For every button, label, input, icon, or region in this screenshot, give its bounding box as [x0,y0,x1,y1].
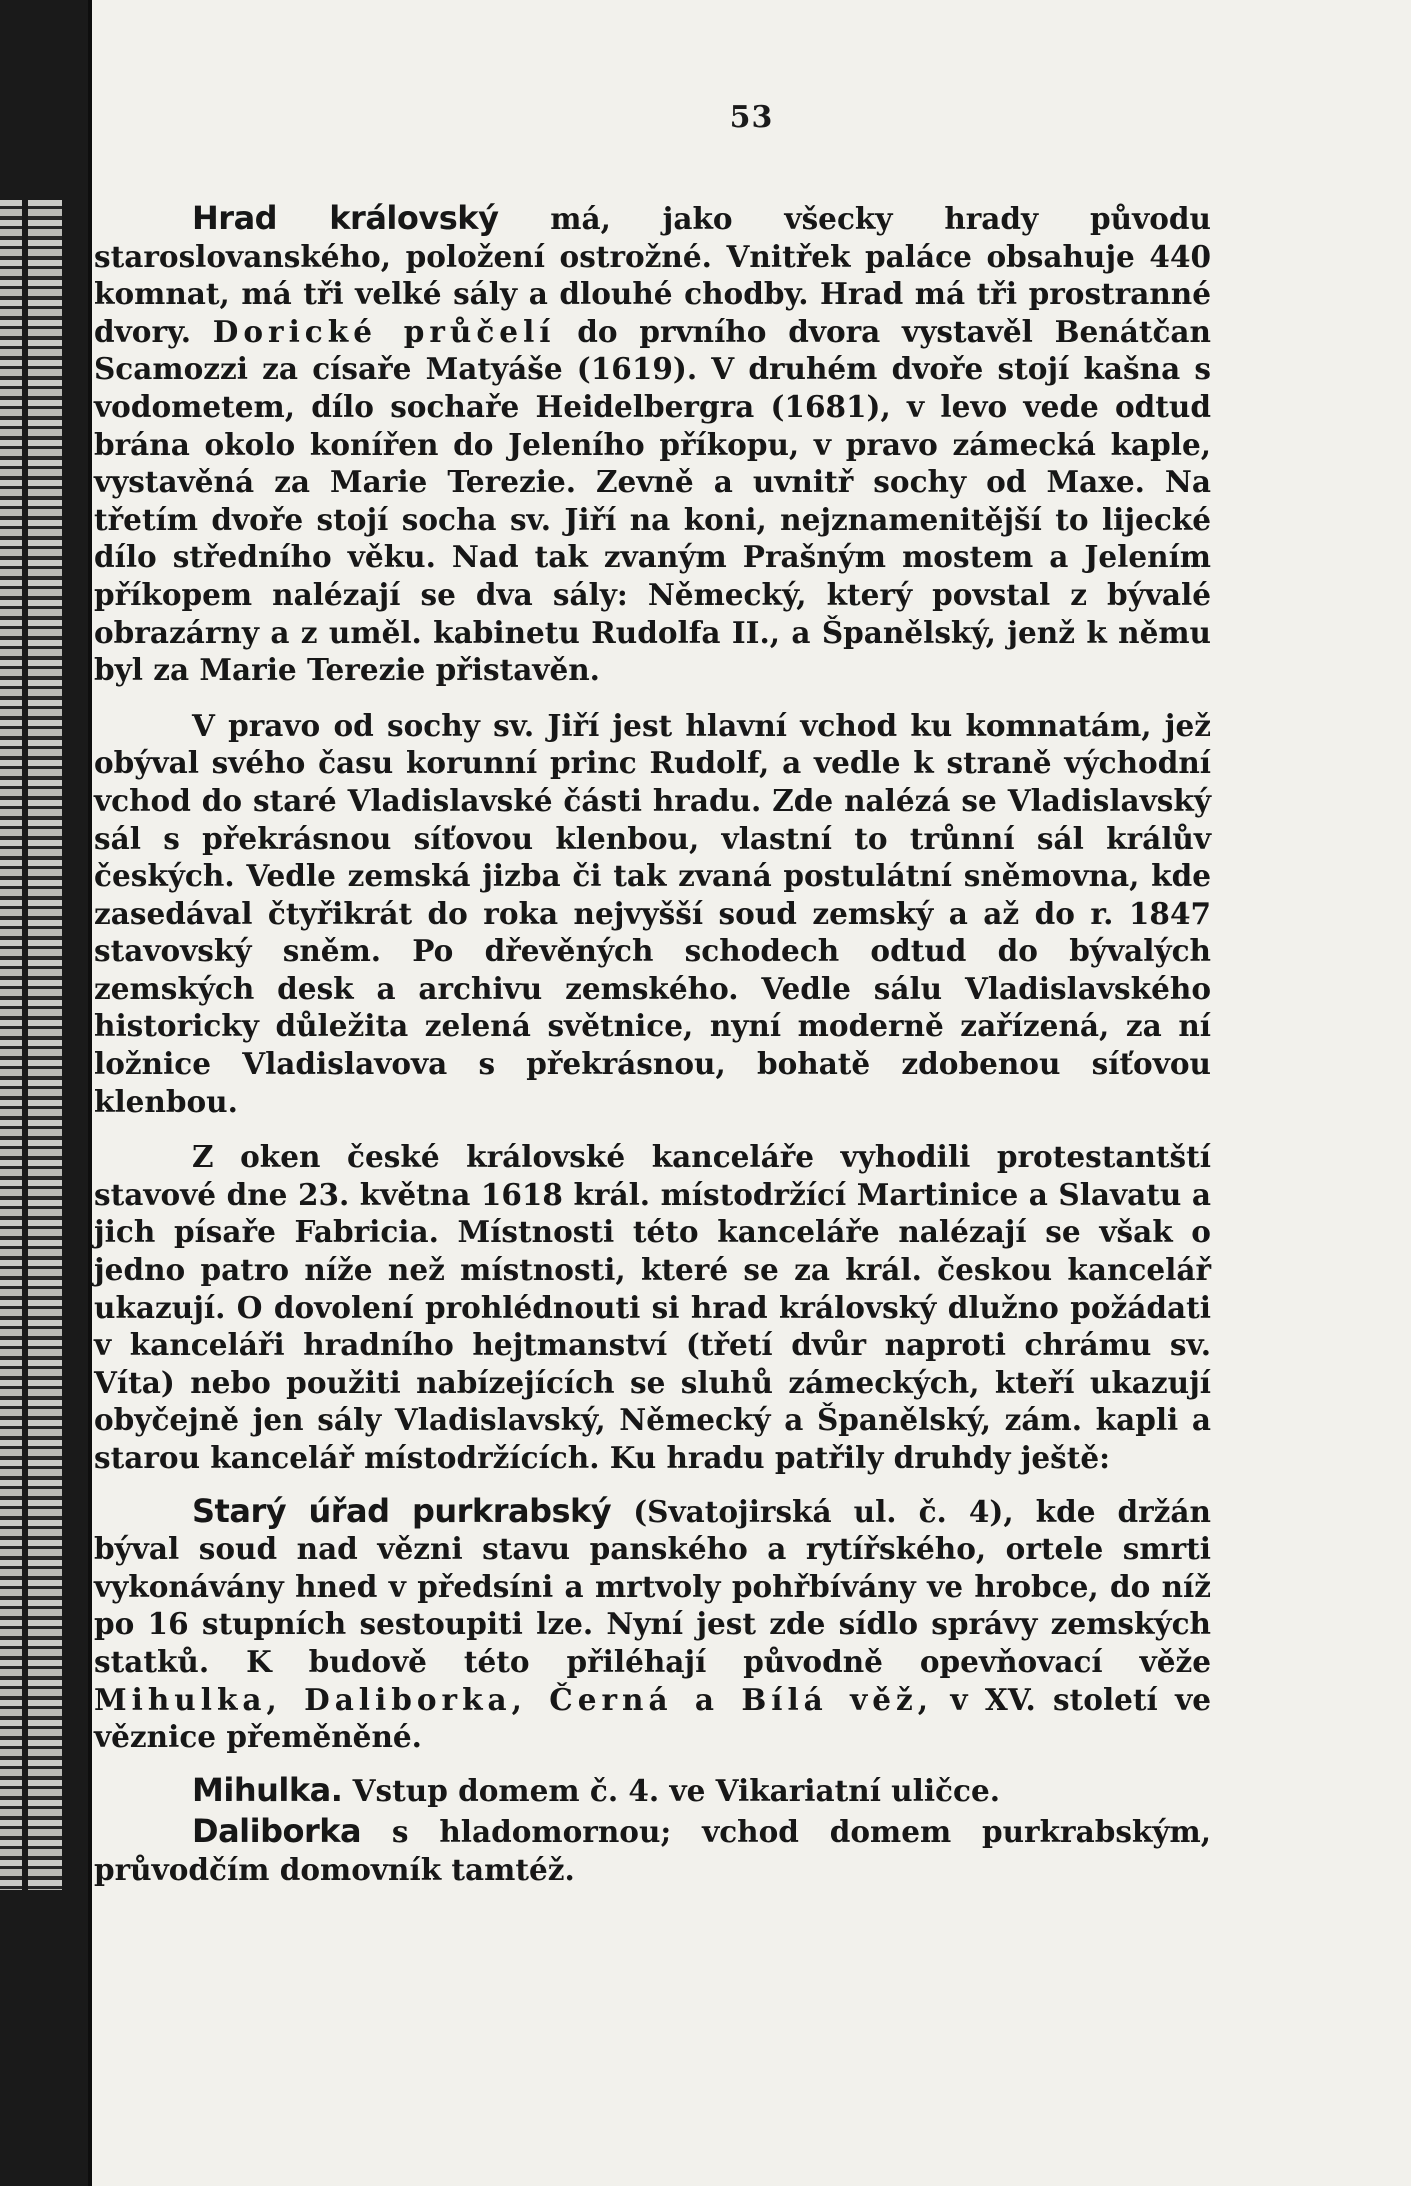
paragraph-hlavni-vchod [94,707,1211,1121]
book-spine [0,0,88,2186]
paragraph-text: Vstup domem č. 4. ve Vikariatní uličce. [342,1772,1001,1808]
paragraph-text: v XV. století ve věznice přeměněné. [94,1681,1211,1755]
book-page [92,0,1411,2186]
section-heading: Starý úřad purkrabský [192,1491,612,1530]
paragraph-text: do prvního dvora vystavěl Benátčan Scamozzi za císaře Matyáše (1619). V druhém dvoře stojí kašna s vodometem, dílo sochaře Heidelbergra (1681), v levo vede odtud brána okolo konířen do Jeleního příkopu, v pravo zámecká kaple, vystavěná za Marie Terezie. Zevně a uvnitř sochy od Maxe. Na třetím dvoře stojí socha sv. Jiří na koni, nejznamenitější to lijecké dílo středního věku. Nad tak zvaným Prašným mostem a Jelením příkopem nalézají se dva sály: Německý, který povstal z bývalé obrazárny a z uměl. kabinetu Rudolfa II., a Španělský, jenž k němu byl za Marie Terezie přistavěn. [94,313,1211,688]
paragraph-hrad-kralovsky [94,200,1211,689]
paragraph-text: s hladomornou; vchod domem purkrabským, průvodčím domovník tamtéž. [94,1814,1211,1887]
section-heading: Mihulka. [192,1770,343,1809]
page-number: 53 [729,100,774,135]
paragraph-text: má, jako všecky hrady původu staroslovanského, položení ostrožné. Vnitřek paláce obsahuje 440 komnat, má tři velké sály a dlouhé chodby. Hrad má tři prostranné dvory. [94,201,1211,349]
page-body [94,200,1211,1889]
spaced-text: Mihulka, Daliborka, Černá a Bílá věž, [94,1681,934,1717]
paragraph-urad-purkrabsky [94,1493,1211,1756]
paragraph-text: (Svatojirská ul. č. 4), kde držán býval soud nad vězni stavu panského a rytířského, ortele smrti vykonávány hned v předsíni a mrtvoly pohřbívány ve hrobce, do níž po 16 stupních sestoupiti lze. Nyní jest zde sídlo správy zemských statků. K budově této přiléhají původně opevňovací věže [94,1493,1211,1679]
spine-ornament [0,200,62,1890]
spaced-text: Dorické průčelí [212,313,556,349]
paragraph-daliborka [94,1813,1211,1888]
paragraph-text: Z oken české královské kanceláře vyhodili protestantští stavové dne 23. května 1618 král. místodržící Martinice a Slavatu a jich písaře Fabricia. Místnosti této kanceláře nalézají se však o jedno patro níže než místnosti, které se za král. českou kancelář ukazují. O dovolení prohlédnouti si hrad královský dlužno požádati v kanceláři hradního hejtmanství (třetí dvůr naproti chrámu sv. Víta) nebo použiti nabízejících se sluhů zámeckých, kteří ukazují obyčejně jen sály Vladislavský, Německý a Španělský, zám. kapli a starou kancelář místodržících. Ku hradu patřily druhdy ještě: [94,1139,1211,1475]
paragraph-kancelar [94,1138,1211,1476]
paragraph-mihulka [94,1772,1211,1810]
section-heading: Daliborka [192,1812,362,1851]
paragraph-text: V pravo od sochy sv. Jiří jest hlavní vchod ku komnatám, jež obýval svého času korunní princ Rudolf, a vedle k straně východní vchod do staré Vladislavské části hradu. Zde nalézá se Vladislavský sál s překrásnou síťovou klenbou, vlastní to trůnní sál králův českých. Vedle zemská jizba či tak zvaná postulátní sněmovna, kde zasedával čtyřikrát do roka nejvyšší soud zemský a až do r. 1847 stavovský sněm. Po dřevěných schodech odtud do bývalých zemských desk a archivu zemského. Vedle sálu Vladislavského historicky důležita zelená světnice, nyní moderně zařízená, za ní ložnice Vladislavova s překrásnou, bohatě zdobenou síťovou klenbou. [94,707,1211,1119]
section-heading: Hrad královský [192,199,499,237]
